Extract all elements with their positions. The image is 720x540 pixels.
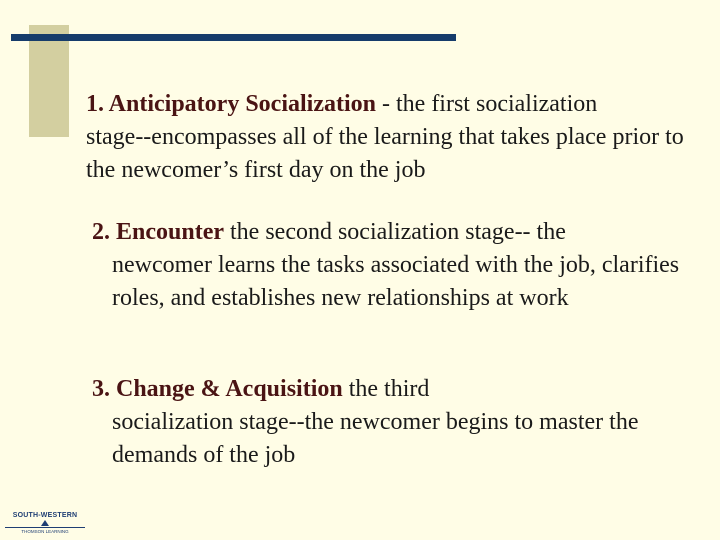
stage-2-desc-first: the second socialization stage-- the [224, 219, 566, 245]
stage-2-desc-rest: newcomer learns the tasks associated with the job, clarifies roles, and establishes new relationships at work [112, 252, 680, 311]
stage-2-term: 2. Encounter [92, 219, 224, 245]
stage-3-paragraph [92, 373, 652, 472]
logo-divider [5, 527, 85, 528]
accent-rule [11, 34, 456, 41]
publisher-logo [5, 512, 85, 536]
stage-1-desc-first: - the first socialization [376, 91, 598, 117]
stage-3-desc-first: the third [342, 376, 430, 402]
logo-line-2: THOMSON LEARNING [21, 529, 69, 534]
stage-2-paragraph [92, 216, 692, 315]
stage-1-paragraph [86, 88, 706, 187]
stage-3-desc-rest: socialization stage--the newcomer begins to master the demands of the job [112, 409, 639, 468]
stage-1-desc-rest: stage--encompasses all of the learning that takes place prior to the newcomer’s first day on the job [86, 124, 684, 183]
stage-1-term: 1. Anticipatory Socialization [86, 91, 376, 117]
logo-mark-icon [41, 520, 49, 526]
accent-block [29, 25, 69, 137]
stage-3-term: 3. Change & Acquisition [92, 376, 343, 402]
logo-line-1: SOUTH-WESTERN [12, 512, 78, 519]
